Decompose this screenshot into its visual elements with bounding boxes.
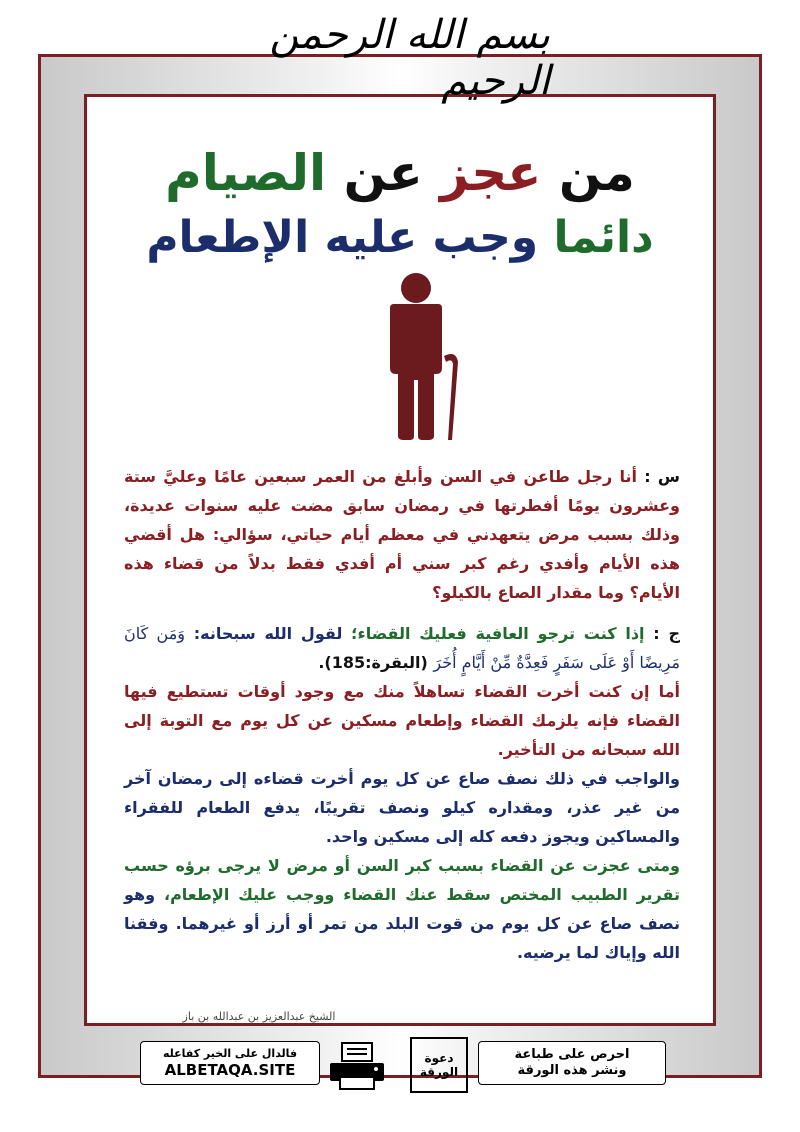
title-word-an: عن bbox=[343, 144, 423, 202]
site-url[interactable]: ALBETAQA.SITE bbox=[164, 1061, 296, 1079]
elderly-person-with-cane-icon bbox=[366, 272, 466, 442]
answer-intro-navy: لقول الله سبحانه: bbox=[193, 624, 343, 643]
site-logo bbox=[410, 1037, 468, 1093]
answer-paragraph-2: أما إن كنت أخرت القضاء تساهلاً منك مع وجود أوقات تستطيع فيها القضاء فإنه يلزمك القضاء وإطعام مسكين عن كل يوم مع التوبة إلى الله سبحانه من التأخير. bbox=[124, 682, 680, 759]
signature: الشيخ عبدالعزيز بن عبدالله بن باز bbox=[182, 1010, 336, 1023]
title-word-siyam: الصيام bbox=[165, 144, 327, 202]
title-word-daiman: دائما bbox=[553, 212, 654, 263]
footer-right-line-2: ونشر هذه الورقة bbox=[517, 1063, 627, 1078]
answer-paragraph-1 bbox=[124, 619, 680, 677]
verse-reference: (البقرة:185). bbox=[318, 653, 428, 672]
article-body bbox=[124, 462, 680, 967]
footer-right-line-1: احرص على طباعة bbox=[514, 1047, 630, 1062]
title-word-ajaz: عجز bbox=[440, 144, 542, 202]
logo-line-1: دعوة bbox=[424, 1051, 454, 1065]
title-rest: وجب عليه الإطعام bbox=[146, 212, 539, 263]
answer-paragraph-4 bbox=[124, 851, 680, 967]
footer-site-box bbox=[140, 1041, 320, 1085]
title-line-2 bbox=[100, 208, 700, 268]
quran-verse: وَمَن كَانَ مَرِيضًا أَوْ عَلَى سَفَرٍ فَعِدَّةٌ مِّنْ أَيَّامٍ أُخَرَ bbox=[124, 624, 680, 672]
answer-green-part: ومتى عجزت عن القضاء بسبب كبر السن أو مرض لا يرجى برؤه حسب تقرير الطبيب المختص سقط عنك القضاء ووجب عليك الإطعام، bbox=[124, 856, 681, 904]
answer-label: ج : bbox=[653, 624, 680, 643]
footer-print-note bbox=[478, 1041, 666, 1085]
title-line-1 bbox=[100, 138, 700, 208]
question-paragraph bbox=[124, 462, 680, 607]
question-label: س : bbox=[644, 467, 681, 486]
answer-navy-part: وهو نصف صاع عن كل يوم من قوت البلد من تمر أو أرز أو غيرهما. وفقنا الله وإياك لما يرضيه. bbox=[124, 885, 680, 962]
question-text: أنا رجل طاعن في السن وأبلغ من العمر سبعين عامًا وعليَّ ستة وعشرون يومًا أفطرتها في رمضان سابق مضت عليه سنوات عديدة، وذلك بسبب مرض يتعهدني في معظم أيام حياتي، سؤالي: هل أقضي هذه الأيام وأفدي رغم كبر سني أم أفدي فقط بدلاً من قضاء هذه الأيام؟ وما مقدار الصاع بالكيلو؟ bbox=[124, 467, 680, 602]
answer-paragraph-3: والواجب في ذلك نصف صاع عن كل يوم أخرت قضاءه إلى رمضان آخر من غير عذر، ومقداره كيلو ونصف تقريبًا، يدفع الطعام للفقراء والمساكين ويجوز دفعه كله إلى مسكين واحد. bbox=[124, 769, 680, 846]
answer-intro-green: إذا كنت ترجو العافية فعليك القضاء؛ bbox=[351, 624, 645, 643]
footer-left-line-1: فالدال على الخير كفاعله bbox=[162, 1047, 298, 1060]
logo-line-2: الورقة bbox=[419, 1065, 459, 1079]
title-word-min: من bbox=[558, 144, 635, 202]
basmala-calligraphy: بسم الله الرحمن الرحيم bbox=[269, 12, 550, 104]
printer-icon bbox=[326, 1041, 388, 1091]
